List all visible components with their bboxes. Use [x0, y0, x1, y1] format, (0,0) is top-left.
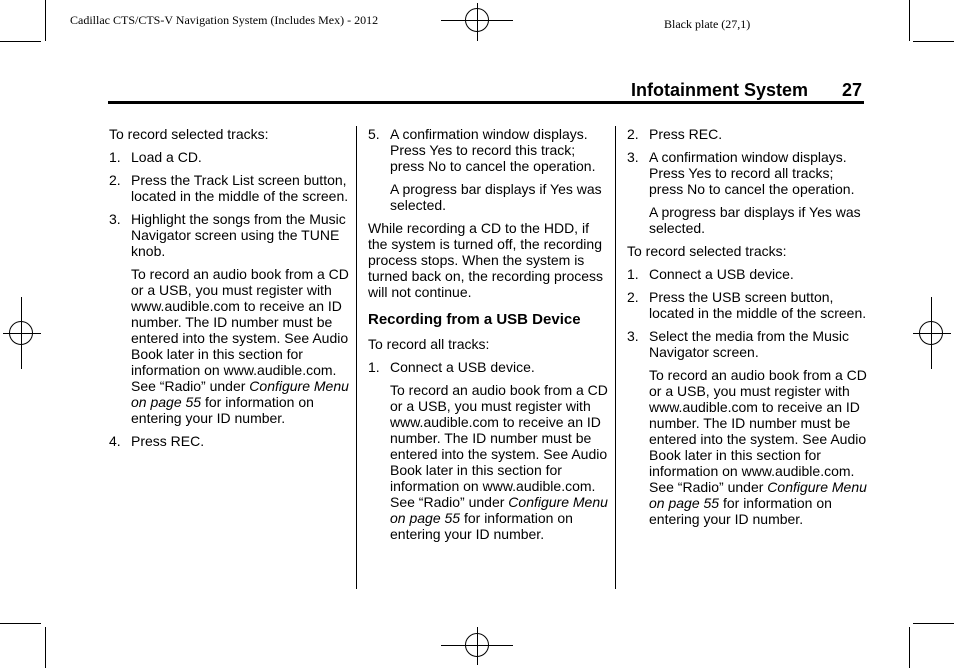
crop-mark	[913, 623, 954, 624]
crop-mark	[909, 0, 910, 41]
audio-book-note: To record an audio book from a CD or a USB, you must register with www.audible.com to receive an ID number. The ID number must be entered into the system. See Audio Book later in this section for information on www.audible.com. See “Radio” under Configure Menu on page 55 for information on entering your ID number.	[649, 367, 867, 527]
list-item: 1. Connect a USB device.	[627, 266, 794, 282]
plate-label: Black plate (27,1)	[664, 17, 751, 31]
title-rule	[108, 101, 864, 104]
registration-circle	[9, 321, 33, 345]
list-item: 1. Load a CD.	[109, 149, 202, 165]
cross-reference-link[interactable]: Configure Menu on page 55	[390, 494, 608, 526]
column-1	[109, 126, 349, 456]
cross-reference-link[interactable]: Configure Menu on page 55	[131, 378, 349, 410]
crop-mark	[45, 627, 46, 668]
running-header: Cadillac CTS/CTS-V Navigation System (Includes Mex) - 2012	[70, 13, 379, 27]
crop-mark	[913, 41, 954, 42]
list-item: 3. Select the media from the Music Navigator screen.	[627, 328, 849, 360]
list-item: 2. Press the USB screen button, located in the middle of the screen.	[627, 289, 867, 321]
intro-text: To record selected tracks:	[627, 243, 787, 259]
list-item: 2. Press the Track List screen button, located in the middle of the screen.	[109, 172, 349, 204]
registration-circle	[919, 321, 943, 345]
column-divider	[615, 126, 616, 589]
page-number: 27	[842, 80, 863, 100]
list-item: 4. Press REC.	[109, 433, 205, 449]
list-item: 5. A confirmation window displays. Press Yes to record this track; press No to cancel the operation.	[368, 126, 596, 174]
intro-text: To record selected tracks:	[109, 126, 269, 142]
progress-note: A progress bar displays if Yes was selected.	[649, 204, 861, 236]
column-3	[627, 126, 867, 534]
list-item: 1. Connect a USB device.	[368, 359, 535, 375]
column-2	[368, 126, 608, 549]
paragraph: While recording a CD to the HDD, if the system is turned off, the recording process stops. When the system is turned back on, the recording process will not continue.	[368, 220, 604, 300]
audio-book-note: To record an audio book from a CD or a USB, you must register with www.audible.com to receive an ID number. The ID number must be entered into the system. See Audio Book later in this section for information on www.audible.com. See “Radio” under Configure Menu on page 55 for information on entering your ID number.	[131, 266, 349, 426]
crop-mark	[909, 627, 910, 668]
section-title: Infotainment System	[631, 80, 809, 100]
registration-circle	[465, 633, 489, 657]
audio-book-note: To record an audio book from a CD or a USB, you must register with www.audible.com to receive an ID number. The ID number must be entered into the system. See Audio Book later in this section for information on www.audible.com. See “Radio” under Configure Menu on page 55 for information on entering your ID number.	[390, 382, 608, 542]
registration-circle	[465, 8, 489, 32]
column-divider	[356, 126, 357, 589]
crop-mark	[45, 0, 46, 41]
crop-mark	[0, 41, 41, 42]
progress-note: A progress bar displays if Yes was selected.	[390, 181, 602, 213]
list-item: 3. A confirmation window displays. Press Yes to record all tracks; press No to cancel the operation.	[627, 149, 855, 197]
subsection-heading: Recording from a USB Device	[368, 311, 581, 328]
list-item: 2. Press REC.	[627, 126, 723, 142]
intro-text: To record all tracks:	[368, 336, 490, 352]
crop-mark	[0, 623, 41, 624]
list-item: 3. Highlight the songs from the Music Navigator screen using the TUNE knob.	[109, 211, 346, 259]
cross-reference-link[interactable]: Configure Menu on page 55	[649, 479, 867, 511]
